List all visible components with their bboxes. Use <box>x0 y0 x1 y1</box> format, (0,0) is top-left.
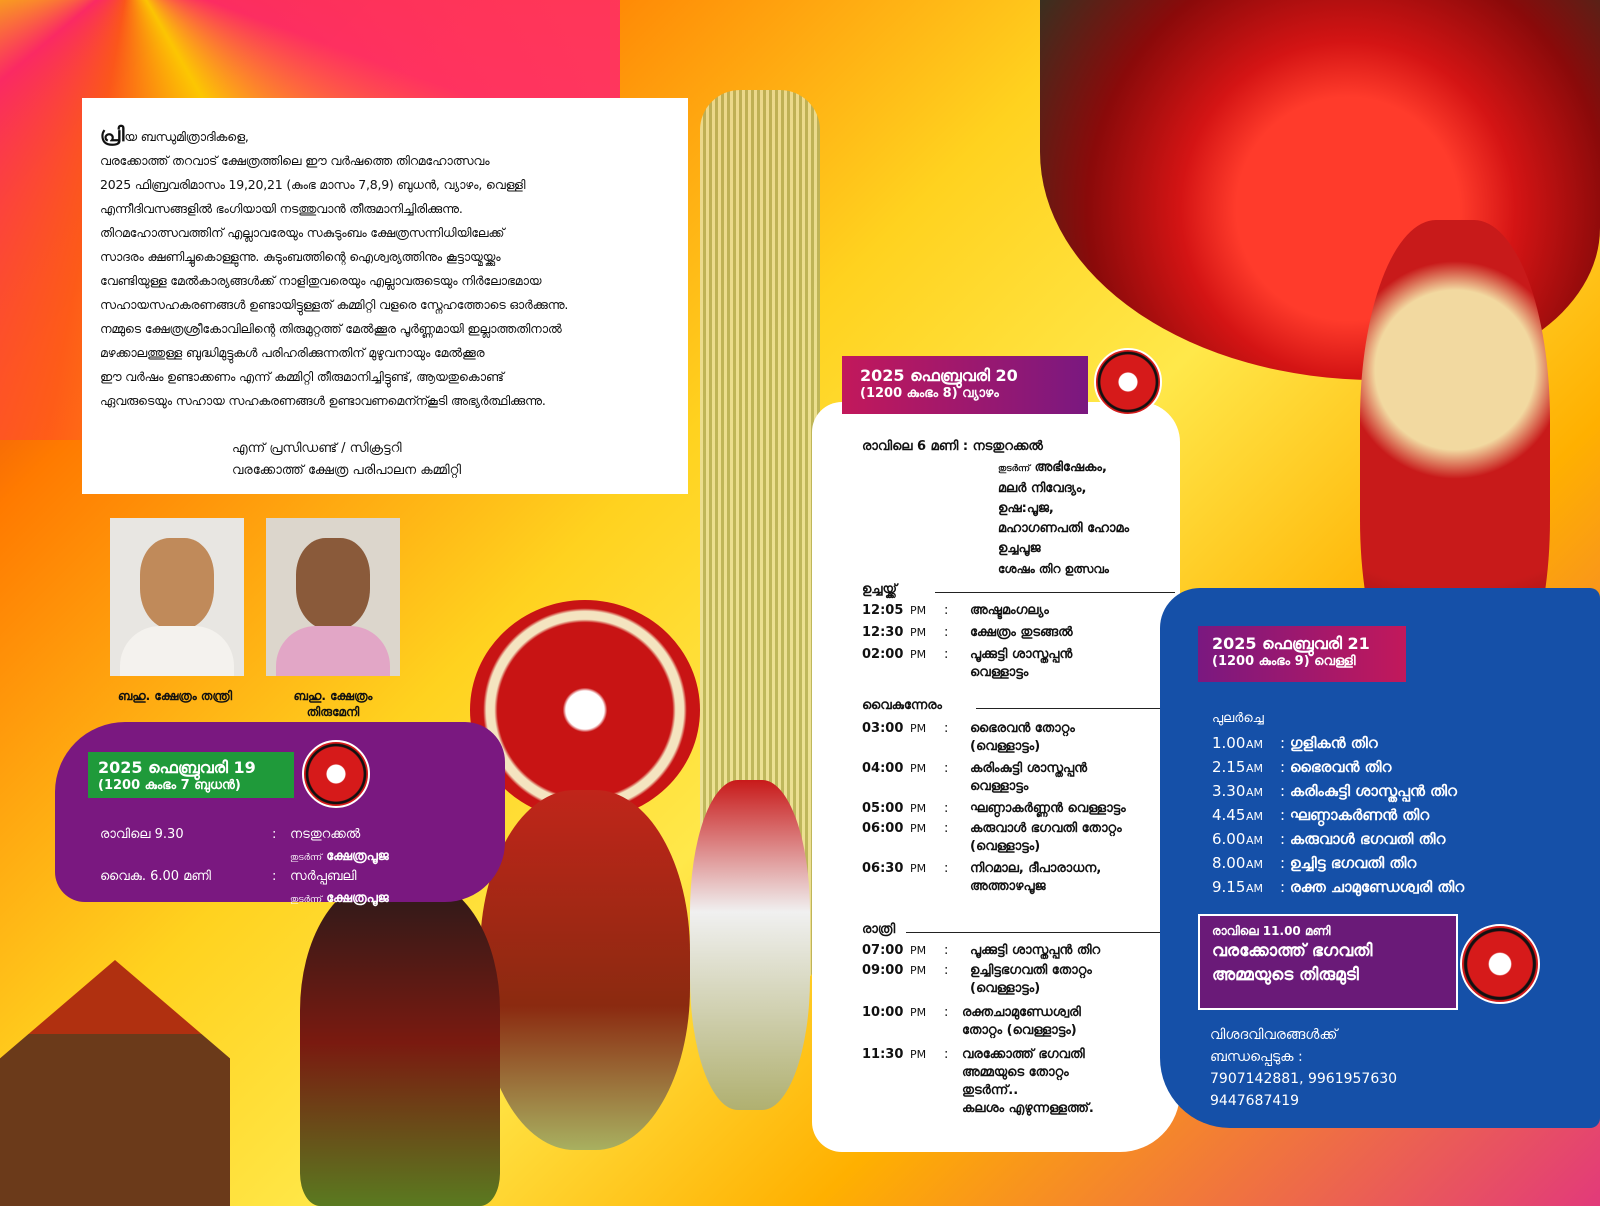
day20-title: 2025 ഫെബ്രുവരി 20 <box>860 366 1018 385</box>
day19-title: 2025 ഫെബ്രുവരി 19 <box>98 758 256 777</box>
day20-schedule-row: 05:00 PM : ഘണ്ഠാകർണ്ണൻ വെള്ളാട്ടം <box>862 801 1126 816</box>
letter-line: തിറമഹോത്സവത്തിന് എല്ലാവരേയും സകുടുംബം ക്ഷേത്രസന്നിധിയിലേക്ക് <box>100 225 505 240</box>
day20-schedule-row: 10:00 PM : രക്തചാമുണ്ഡേശ്വരി തോറ്റം (വെള്ളാട്ടം) <box>862 1005 1081 1038</box>
day21-schedule-row: 9.15AM : രക്ത ചാമുണ്ഡേശ്വരി തിറ <box>1212 878 1465 896</box>
divider <box>906 932 1174 933</box>
temple-shrine-image <box>0 960 230 1206</box>
day19-row-after: തുടർന്ന് ക്ഷേത്രപൂജ <box>290 849 389 864</box>
day20-schedule-row: 04:00 PM : കരിംകുട്ടി ശാസ്തപ്പൻ വെള്ളാട്ടം <box>862 761 1088 794</box>
noon-label: ഉച്ചയ്ക്ക് <box>862 582 897 597</box>
letter-line: വേണ്ടിയുള്ള മേൽകാര്യങ്ങൾക്ക് നാളിതുവരെയും എല്ലാവരുടെയും നിർലോഭമായ <box>100 273 542 288</box>
day19-row-after: തുടർന്ന് ക്ഷേത്രപൂജ <box>290 891 389 906</box>
priest-photo <box>110 518 244 676</box>
day21-schedule-row: 6.00AM : കരുവാൾ ഭഗവതി തിറ <box>1212 830 1446 848</box>
day21-schedule-row: 3.30AM : കരിംകുട്ടി ശാസ്തപ്പൻ തിറ <box>1212 782 1457 800</box>
priest-caption: ബഹു. ക്ഷേത്രം തന്ത്രി <box>117 689 233 703</box>
invitation-letter <box>82 98 688 494</box>
day21-schedule-row: 8.00AM : ഉച്ചിട്ട ഭഗവതി തിറ <box>1212 854 1417 872</box>
day21-title: 2025 ഫെബ്രുവരി 21 <box>1212 634 1370 653</box>
highlight-time: രാവിലെ 11.00 മണി <box>1212 924 1331 938</box>
highlight-line-1: വരക്കോത്ത് ഭഗവതി <box>1212 941 1373 961</box>
day20-schedule-row: 06:00 PM : കരുവാൾ ഭഗവതി തോറ്റം (വെള്ളാട്ടം) <box>862 821 1122 854</box>
theyyam-mask-icon <box>1094 348 1162 416</box>
highlight-box <box>1198 914 1458 1010</box>
day20-schedule-row: 02:00 PM : പൂക്കുട്ടി ശാസ്തപ്പൻ വെള്ളാട്ടം <box>862 647 1073 680</box>
signature-line-2: വരക്കോത്ത് ക്ഷേത്ര പരിപാലന കമ്മിറ്റി <box>232 463 462 478</box>
signature-line-1: എന്ന് പ്രസിഡണ്ട് / സിക്രട്ടറി <box>232 441 402 456</box>
theyyam-small-figure-image <box>690 780 810 1110</box>
day20-schedule-row: 12:30 PM : ക്ഷേത്രം തുടങ്ങൽ <box>862 625 1073 640</box>
letter-line: മഴക്കാലത്തുള്ള ബുദ്ധിമുട്ടുകൾ പരിഹരിക്കുന്നതിന് മുഴുവനായും മേൽക്കൂര <box>100 345 485 360</box>
letter-line: സഹായസഹകരണങ്ങൾ ഉണ്ടായിട്ടുള്ളത് കമ്മിറ്റി വളരെ സ്നേഹത്തോടെ ഓർക്കുന്നു. <box>100 297 569 312</box>
letter-line: എന്നീദിവസങ്ങളിൽ ഭംഗിയായി നടത്തുവാൻ തീരുമാനിച്ചിരിക്കുന്നു. <box>100 201 463 216</box>
divider <box>976 708 1176 709</box>
thirumeni-photo <box>266 518 400 676</box>
letter-line: ഏവരുടെയും സഹായ സഹകരണങ്ങൾ ഉണ്ടാവണമെന്ന്കൂടി അഭ്യർത്ഥിക്കുന്നു. <box>100 393 546 408</box>
theyyam-mask-icon <box>302 740 370 808</box>
day21-label: പുലർച്ചെ <box>1212 711 1264 726</box>
contact-label-2: ബന്ധപ്പെടുക : <box>1210 1049 1303 1065</box>
letter-line: സാദരം ക്ഷണിച്ചുകൊള്ളുന്നു. കുടുംബത്തിന്റെ ഐശ്വര്യത്തിനും കൂട്ടായ്മയ്ക്കും <box>100 249 501 264</box>
letter-line: ഈ വർഷം ഉണ്ടാക്കണം എന്ന് കമ്മിറ്റി തീരുമാനിച്ചിട്ടുണ്ട്, ആയതുകൊണ്ട് <box>100 369 504 384</box>
day21-subtitle: (1200 കുംഭം 9) വെള്ളി <box>1212 654 1356 669</box>
day20-schedule-row: 03:00 PM : ഭൈരവൻ തോറ്റം (വെള്ളാട്ടം) <box>862 721 1075 754</box>
letter-line: വരക്കോത്ത് തറവാട് ക്ഷേത്രത്തിലെ ഈ വർഷത്തെ തിറമഹോത്സവം <box>100 153 490 168</box>
day20-schedule-row: 09:00 PM : ഉച്ചിട്ടഭഗവതി തോറ്റം (വെള്ളാട്ടം) <box>862 963 1092 996</box>
day20-schedule-row: 06:30 PM : നിറമാല, ദീപാരാധന, അത്താഴപൂജ <box>862 861 1102 894</box>
evening-label: വൈകുന്നേരം <box>862 698 942 713</box>
divider <box>935 592 1175 593</box>
day20-schedule-row: 11:30 PM : വരക്കോത്ത് ഭഗവതി അമ്മയുടെ തോറ്റം തുടർന്ന്.. കലശം എഴുന്നള്ളത്ത്. <box>862 1047 1094 1116</box>
theyyam-black-mask-figure-image <box>300 880 500 1206</box>
theyyam-mask-icon <box>1460 924 1540 1004</box>
letter-line: നമ്മുടെ ക്ഷേത്രശ്രീകോവിലിന്റെ തിരുമുറ്റത്ത് മേൽക്കൂര പൂർണ്ണമായി ഇല്ലാത്തതിനാൽ <box>100 321 562 336</box>
day20-morning: രാവിലെ 6 മണി : നടതുറക്കൽ <box>862 439 1043 454</box>
letter-line: 2025 ഫിബ്രവരിമാസം 19,20,21 (കുംഭ മാസം 7,8,9) ബുധൻ, വ്യാഴം, വെള്ളി <box>100 177 526 192</box>
day21-schedule-row: 2.15AM : ഭൈരവൻ തിറ <box>1212 758 1392 776</box>
day20-subtitle: (1200 കുംഭം 8) വ്യാഴം <box>860 386 999 401</box>
contact-phones-2: 9447687419 <box>1210 1093 1300 1109</box>
contact-info <box>1210 1024 1397 1112</box>
theyyam-figure-image <box>480 790 690 1150</box>
day20-schedule-row: 07:00 PM : പൂക്കുട്ടി ശാസ്തപ്പൻ തിറ <box>862 943 1101 958</box>
day19-header <box>88 752 294 798</box>
contact-phones-1: 7907142881, 9961957630 <box>1210 1071 1398 1087</box>
salutation-initial: പ്രി <box>100 122 125 146</box>
day19-row: രാവിലെ 9.30 : നടതുറക്കൽ <box>100 827 361 842</box>
highlight-line-2: അമ്മയുടെ തിരുമുടി <box>1212 965 1359 985</box>
thirumeni-caption: ബഹു. ക്ഷേത്രം തിരുമേനി <box>293 689 373 719</box>
day21-schedule-row: 4.45AM : ഘണ്ഠാകർണൻ തിറ <box>1212 806 1430 824</box>
letter-signature <box>232 438 461 482</box>
day20-schedule-row: 12:05 PM : അഷ്ടമംഗല്യം <box>862 603 1049 618</box>
day19-row: വൈകു. 6.00 മണി : സർപ്പബലി <box>100 869 357 884</box>
day21-schedule-row: 1.00AM : ഗുളികൻ തിറ <box>1212 734 1378 752</box>
day20-morning-list: തുടർന്ന് അഭിഷേകം, മലർ നിവേദ്യം, ഉഷ:പൂജ, മഹാഗണപതി ഹോമം ഉച്ചപൂജ ശേഷം തിറ ഉത്സവം <box>998 460 1130 576</box>
salutation: യ ബന്ധുമിത്രാദികളെ, <box>124 129 249 144</box>
day20-header <box>842 356 1088 414</box>
night-label: രാത്രി <box>862 922 896 937</box>
contact-label-1: വിശദവിവരങ്ങൾക്ക് <box>1210 1027 1338 1043</box>
day21-header <box>1198 626 1406 682</box>
day19-subtitle: (1200 കുംഭം 7 ബുധൻ) <box>98 778 241 793</box>
